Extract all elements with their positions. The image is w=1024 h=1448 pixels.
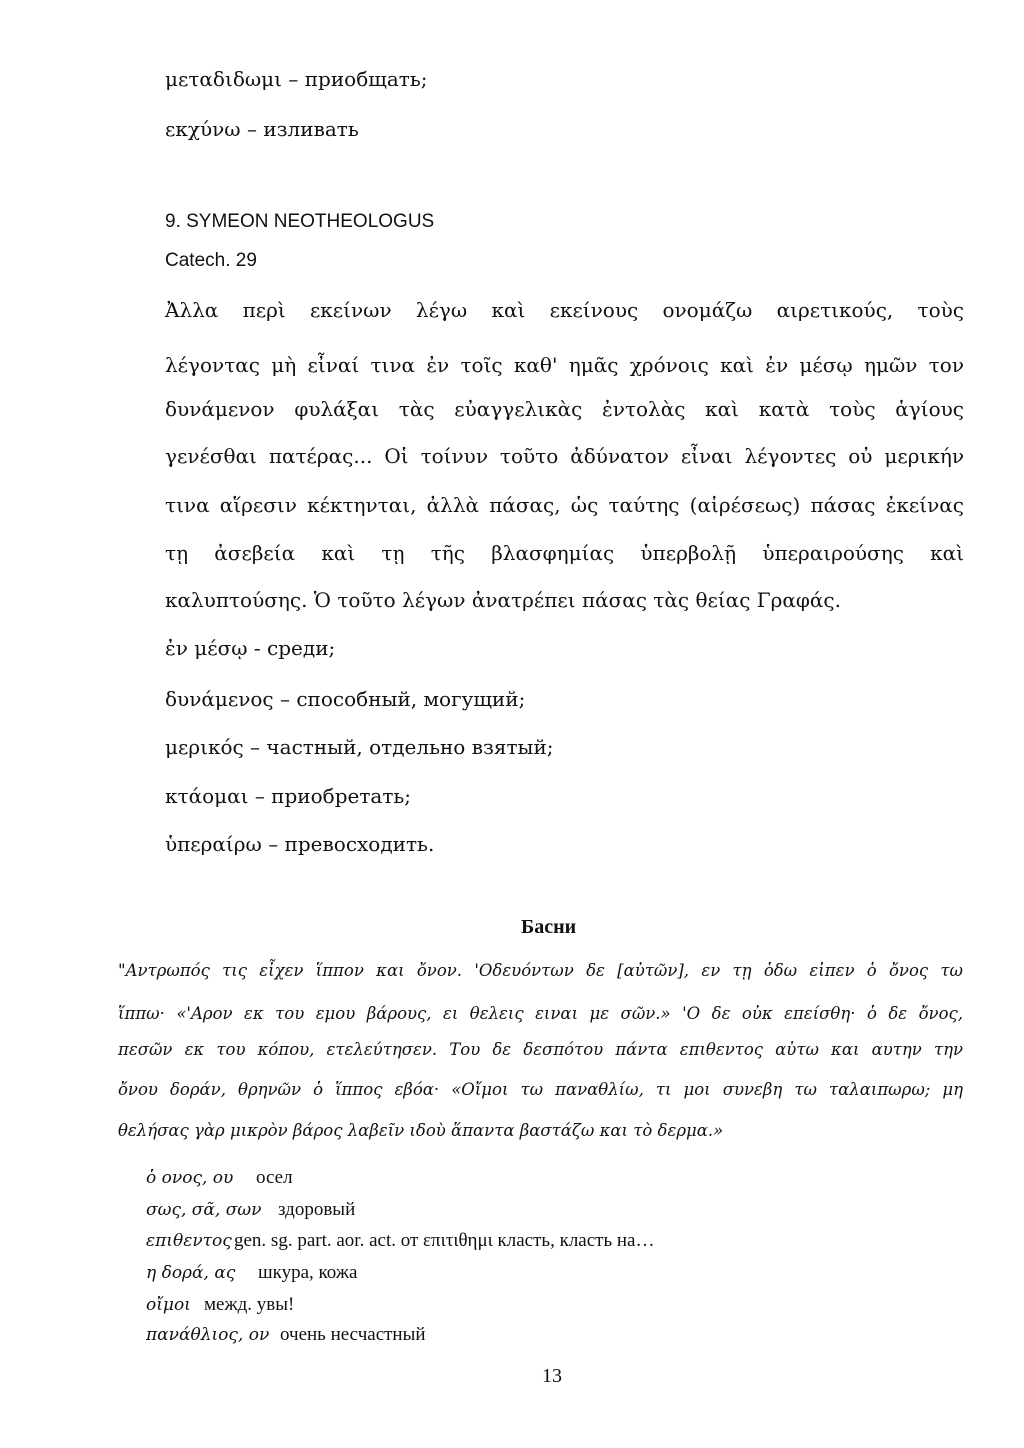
passage-line: τῃ ἀσεβεία καὶ τῃ τῆς βλασφημίας ὑπερβολῇ ὑπεραιρούσης καὶ [165,541,964,565]
glossary-entry [146,1294,294,1316]
glossary-def: очень несчастный [280,1324,426,1345]
glossary-term: η δορά, ας [146,1263,236,1283]
glossary-term: επιθεντος [146,1231,232,1251]
glossary-term: σως, σᾶ, σων [146,1200,262,1220]
fable-title: Басни [521,916,577,938]
glossary-def: осел [256,1167,293,1188]
vocab-mid-line: δυνάμενος – способный, могущий; [165,687,526,711]
glossary-entry [146,1199,355,1221]
glossary-def: шкура, кожа [258,1262,358,1283]
glossary-term: πανάθλιος, ον [146,1325,270,1345]
glossary-def: gen. sg. part. aor. act. от επιτιθημι класть, класть на… [234,1230,655,1251]
glossary-entry [146,1324,426,1346]
vocab-mid-line: κτάομαι – приобретать; [165,784,412,808]
section-heading: 9. SYMEON NEOTHEOLOGUS [165,211,435,232]
fable-line: "Αντρωπός τις εἶχεν ἵππον και ὄνον. 'Οδευόντων δε [αὐτῶν], εν τῃ ὁδω εἰπεν ὁ ὄνος τω [118,961,963,980]
passage-line: τινα αἵρεσιν κέκτηνται, ἀλλὰ πάσας, ὡς ταύτης (αἱρέσεως) πάσας ἐκείνας [165,493,964,517]
glossary-entry [146,1167,293,1189]
glossary-entry [146,1262,357,1284]
fable-line: πεσῶν εκ του κόπου, ετελεύτησεν. Του δε δεσπότου πάντα επιθεντος αὐτω και αυτην την [118,1040,963,1059]
passage-line: δυνάμενον φυλάξαι τὰς εὐαγγελικὰς ἐντολὰς καὶ κατὰ τοὺς ἁγίους [165,397,964,421]
glossary-entry [146,1230,655,1252]
vocab-text: εκχύνω – изливать [165,117,359,141]
vocab-mid-line: ὑπεραίρω – превосходить. [165,832,435,856]
passage-line: καλυπτούσης. Ὁ τοῦτο λέγων ἀνατρέπει πάσας τὰς θείας Γραφάς. [165,588,841,612]
glossary-def: здоровый [278,1199,356,1220]
fable-line: θελήσας γὰρ μικρὸν βάρος λαβεῖν ιδοὺ ἅπαντα βαστάζω και τὸ δερμα.» [118,1121,724,1140]
page-number: 13 [542,1365,562,1387]
passage-line: γενέσθαι πατέρας... Οἱ τοίνυν τοῦτο ἀδύνατον εἶναι λέγοντες οὐ μερικήν [165,444,964,468]
glossary-term: ὁ ονος, ου [146,1168,234,1188]
section-source: Catech. 29 [165,250,257,271]
passage-line: Ἀλλα περὶ εκείνων λέγω καὶ εκείνους ονομάζω αιρετικούς, τοὺς [165,298,964,322]
vocab-top-line [165,67,427,92]
glossary-term: οἴμοι [146,1295,191,1315]
vocab-text: μεταδιδωμι – приобщать; [165,67,428,91]
vocab-top-line [165,117,359,142]
fable-line: ἵππω· «'Αρον εκ του εμου βάρους, ει θελεις ειναι με σῶν.» 'Ο δε οὐκ επείσθη· ὁ δε ὄνος, [118,1004,963,1023]
fable-line: ὄνου δοράν, θρηνῶν ὁ ἵππος εβόα· «Οἴμοι τω παναθλίω, τι μοι συνεβη τω ταλαιπωρω; μη [118,1080,963,1099]
glossary-def: межд. увы! [204,1294,295,1315]
vocab-mid-line: μερικός – частный, отдельно взятый; [165,735,554,759]
passage-line: λέγοντας μὴ εἶναί τινα ἐν τοῖς καθ' ημᾶς χρόνοις καὶ ἐν μέσῳ ημῶν τον [165,353,964,377]
vocab-mid-line: ἐν μέσῳ - среди; [165,636,336,660]
